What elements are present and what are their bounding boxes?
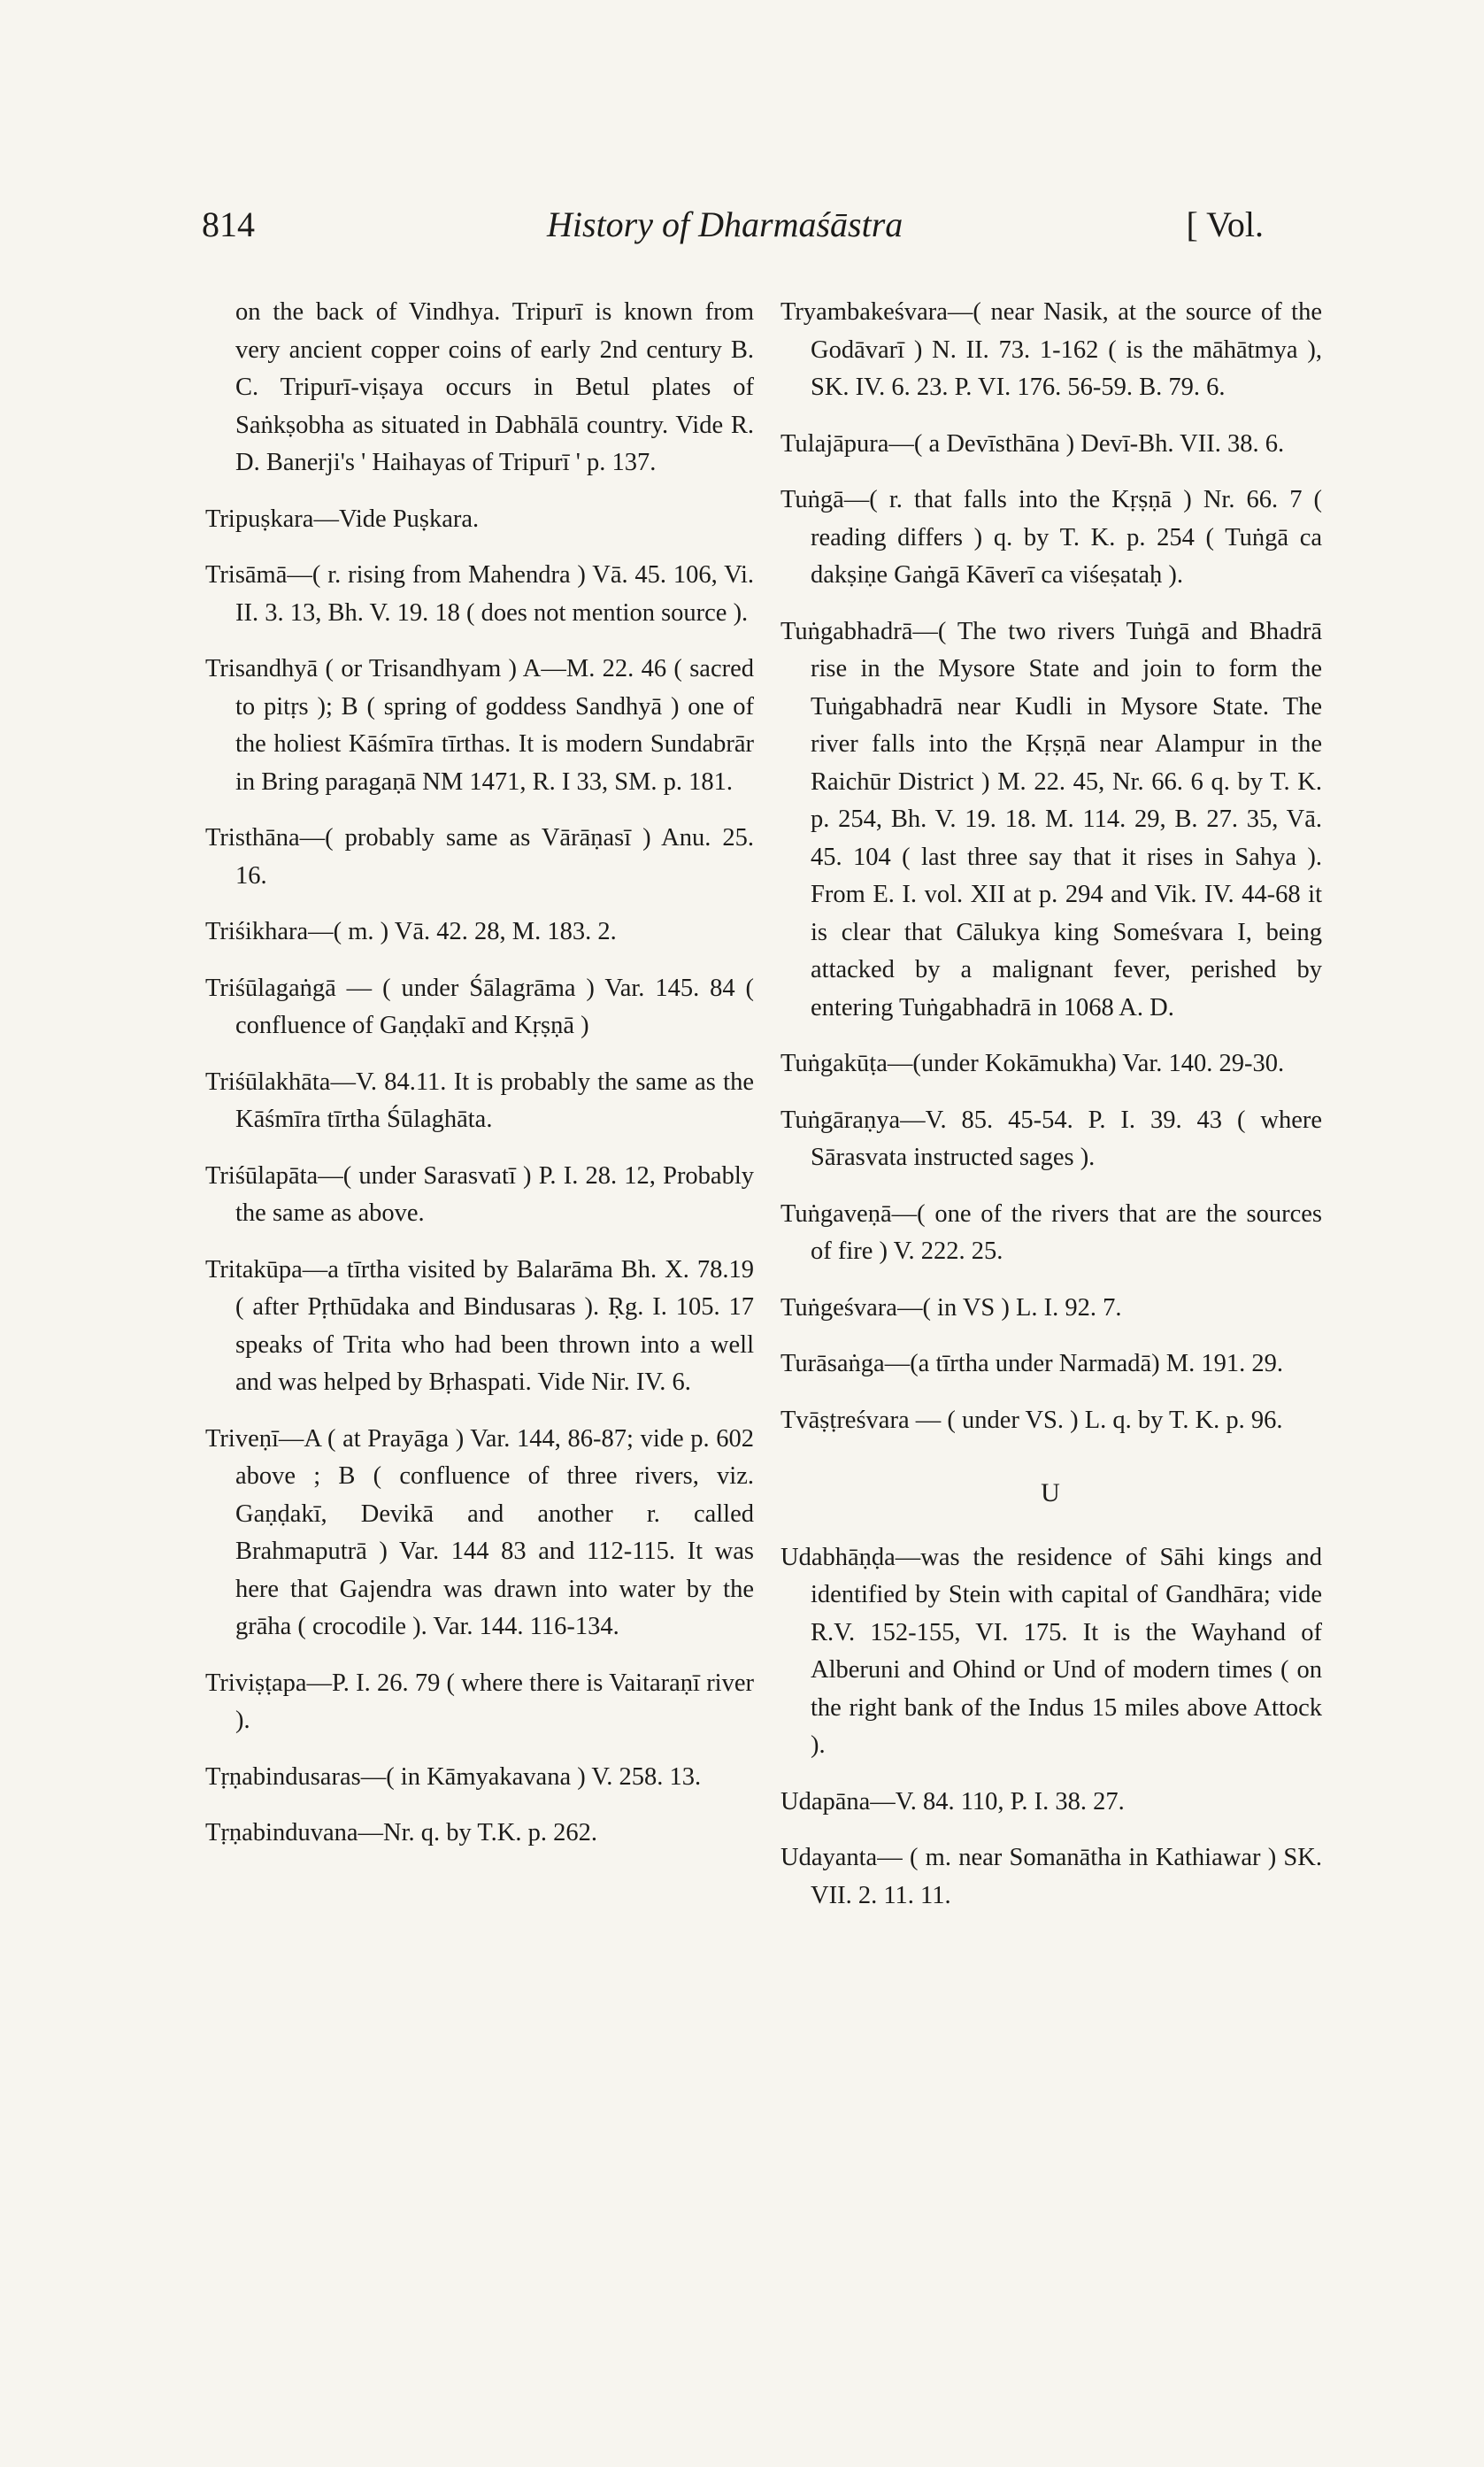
entry-tritakupa: Tritakūpa—a tīrtha visited by Balarāma Bh. X. 78.19 ( after Pṛthūdaka and Bindusaras ). Ṛg. I. 105. 17 speaks of Trita who had been thrown into a well and was helped by Bṛhaspati. Vide Nir. IV. 6.	[205, 1255, 754, 1396]
page-number: 814	[202, 204, 255, 244]
entry-tryambakesvara: Tryambakeśvara—( near Nasik, at the source of the Godāvarī ) N. II. 73. 1-162 ( is the māhātmya ), SK. IV. 6. 23. P. VI. 176. 56-59. B. 79. 6.	[780, 298, 1322, 401]
right-column	[780, 294, 1322, 1933]
left-column	[205, 294, 754, 1871]
entry-tungavena: Tuṅgaveṇā—( one of the rivers that are the sources of fire ) V. 222. 25.	[780, 1199, 1322, 1265]
entry-tungakuta: Tuṅgakūṭa—(under Kokāmukha) Var. 140. 29-30.	[780, 1050, 1285, 1077]
entry-trisulakhata: Triśūlakhāta—V. 84.11. It is probably the same as the Kāśmīra tīrtha Śūlaghāta.	[205, 1068, 754, 1133]
entry-trisulapata: Triśūlapāta—( under Sarasvatī ) P. I. 28. 12, Probably the same as above.	[205, 1161, 754, 1227]
entry-udapana: Udapāna—V. 84. 110, P. I. 38. 27.	[780, 1787, 1125, 1816]
entry-trisikhara: Triśikhara—( m. ) Vā. 42. 28, M. 183. 2.	[205, 918, 617, 945]
entry-trisulaganga: Triśūlagaṅgā — ( under Śālagrāma ) Var. 145. 84 ( confluence of Gaṇḍakī and Kṛṣṇā )	[205, 974, 754, 1039]
entry-trnabinduvana: Tṛṇabinduvana—Nr. q. by T.K. p. 262.	[205, 1819, 598, 1846]
entry-trisandhya: Trisandhyā ( or Trisandhyam ) A—M. 22. 46 ( sacred to pitṛs ); B ( spring of goddess Sandhyā ) one of the holiest Kāśmīra tīrthas. It is modern Sundabrār in Bring paragaṇā NM 1471, R. I 33, SM. p. 181.	[205, 655, 754, 796]
entry-trivistapa: Triviṣṭapa—P. I. 26. 79 ( where there is Vaitaraṇī river ).	[205, 1669, 754, 1734]
entry-tungesvara: Tuṅgeśvara—( in VS ) L. I. 92. 7.	[780, 1293, 1122, 1322]
entry-tvastresvara: Tvāṣṭreśvara — ( under VS. ) L. q. by T. K. p. 96.	[780, 1406, 1283, 1434]
entry-tulajapura: Tulajāpura—( a Devīsthāna ) Devī-Bh. VII. 38. 6.	[780, 429, 1285, 458]
section-heading-u: U	[1041, 1478, 1062, 1507]
entry-udabhanda: Udabhāṇḍa—was the residence of Sāhi kings and identified by Stein with capital of Gandhāra; vide R.V. 152-155, VI. 175. It is the Wayhand of Alberuni and Ohind or Und of modern times ( on the right bank of the Indus 15 miles above Attock ).	[780, 1543, 1322, 1759]
entry-tunga: Tuṅgā—( r. that falls into the Kṛṣṇā ) Nr. 66. 7 ( reading differs ) q. by T. K. p. 254 ( Tuṅgā ca dakṣiṇe Gaṅgā Kāverī ca viśeṣataḥ ).	[780, 486, 1322, 589]
entry-tungaranya: Tuṅgāraṇya—V. 85. 45-54. P. I. 39. 43 ( where Sārasvata instructed sages ).	[780, 1106, 1322, 1171]
entry-udayanta: Udayanta— ( m. near Somanātha in Kathiawar ) SK. VII. 2. 11. 11.	[780, 1844, 1322, 1909]
entry-trisama: Trisāmā—( r. rising from Mahendra ) Vā. 45. 106, Vi. II. 3. 13, Bh. V. 19. 18 ( does not mention source ).	[205, 561, 754, 627]
entry-tripuskara: Tripuṣkara—Vide Puṣkara.	[205, 505, 480, 533]
running-title: History of Dharmaśāstra	[547, 204, 903, 244]
continued-entry-text: on the back of Vindhya. Tripurī is known from very ancient copper coins of early 2nd century B. C. Tripurī-viṣaya occurs in Betul plates of Saṅkṣobha as situated in Dabhālā country. Vide R. D. Banerji's ' Haihayas of Tripurī ' p. 137.	[235, 298, 754, 476]
entry-trnabindusaras: Tṛṇabindusaras—( in Kāmyakavana ) V. 258. 13.	[205, 1762, 702, 1791]
volume-marker: [ Vol.	[1186, 204, 1264, 244]
entry-turasanga: Turāsaṅga—(a tīrtha under Narmadā) M. 191. 29.	[780, 1350, 1284, 1377]
entry-tungabhadra: Tuṅgabhadrā—( The two rivers Tuṅgā and Bhadrā rise in the Mysore State and join to form the Tuṅgabhadrā near Kudli in Mysore State. The river falls into the Kṛṣṇā near Alampur in the Raichūr District ) M. 22. 45, Nr. 66. 6 q. by T. K. p. 254, Bh. V. 19. 18. M. 114. 29, B. 27. 35, Vā. 45. 104 ( last three say that it rises in Sahya ). From E. I. vol. XII at p. 294 and Vik. IV. 44-68 it is clear that Cālukya king Someśvara I, being attacked by a malignant fever, perished by entering Tuṅgabhadrā in 1068 A. D.	[780, 617, 1322, 1021]
page-header	[202, 204, 1264, 266]
entry-tristhana: Tristhāna—( probably same as Vārāṇasī ) Anu. 25. 16.	[205, 824, 754, 890]
entry-triveni: Triveṇī—A ( at Prayāga ) Var. 144, 86-87; vide p. 602 above ; B ( confluence of three rivers, viz. Gaṇḍakī, Devikā and another r. called Brahmaputrā ) Var. 144 83 and 112-115. It was here that Gajendra was drawn into water by the grāha ( crocodile ). Var. 144. 116-134.	[205, 1424, 754, 1640]
